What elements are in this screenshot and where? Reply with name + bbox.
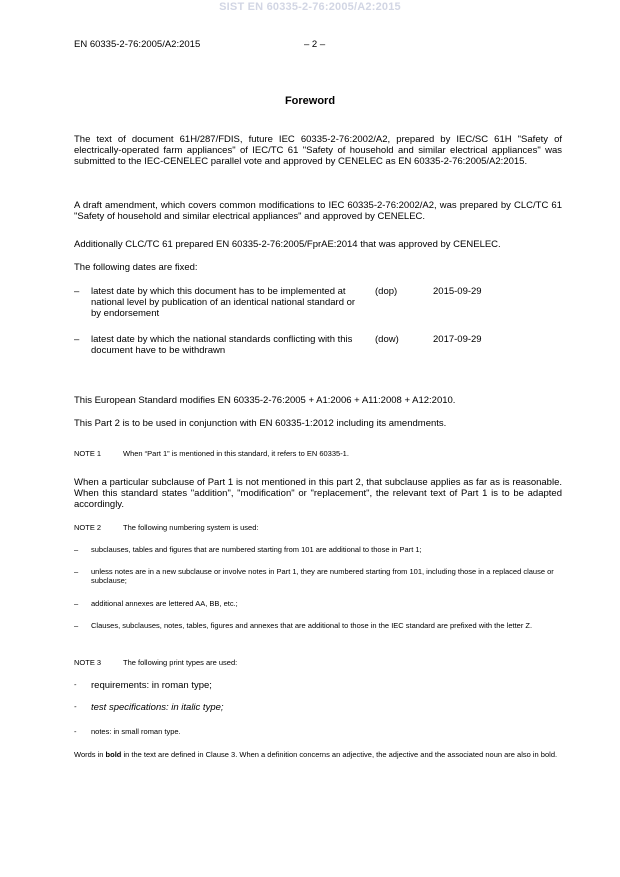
paragraph-subclause: When a particular subclause of Part 1 is not mentioned in this part 2, that subclause applies as far as is reasonable. When this standard states "addition", "modification" or "replacement", the relevant text of Part 1 is to be adapted accordingly. — [74, 477, 562, 510]
note-text: The following numbering system is used: — [123, 523, 259, 532]
note-text: The following print types are used: — [123, 658, 238, 667]
note-text: When “Part 1” is mentioned in this standard, it refers to EN 60335-1. — [123, 449, 349, 458]
page-title: Foreword — [284, 95, 336, 107]
dash-mark: - — [74, 702, 77, 711]
note-1 — [74, 449, 562, 458]
list-item-text: notes: in small roman type. — [91, 727, 181, 736]
dash-mark: – — [74, 621, 79, 630]
dash-mark: – — [74, 286, 80, 297]
paragraph-modifies: This European Standard modifies EN 60335-2-76:2005 + A1:2006 + A11:2008 + A12:2010. — [74, 395, 456, 406]
watermark: SIST EN 60335-2-76:2005/A2:2015 — [219, 1, 401, 13]
header-page-number: – 2 – — [304, 39, 326, 50]
dash-mark: – — [74, 334, 80, 345]
paragraph-intro: The text of document 61H/287/FDIS, future IEC 60335-2-76:2002/A2, prepared by IEC/SC 61H "Safety of electrically-operated farm appliances" of IEC/TC 61 "Safety of household and similar electrical appliances" was submitted to the IEC-CENELEC parallel vote and approved by CENELEC as EN 60335-2-76:2005/A2:2015. — [74, 134, 562, 167]
note-label: NOTE 2 — [74, 523, 102, 532]
dash-mark: - — [74, 680, 77, 689]
list-item-text: additional annexes are lettered AA, BB, etc.; — [91, 599, 238, 608]
date-description: latest date by which the national standards conflicting with this document have to be withdrawn — [91, 334, 353, 356]
dash-mark: – — [74, 599, 79, 608]
list-item-text: test specifications: in italic type; — [91, 702, 224, 713]
note-label: NOTE 3 — [74, 658, 102, 667]
paragraph-dates-intro: The following dates are fixed: — [74, 262, 198, 273]
paragraph-additionally: Additionally CLC/TC 61 prepared EN 60335-2-76:2005/FprAE:2014 that was approved by CENELEC. — [74, 239, 501, 250]
paragraph-conjunction: This Part 2 is to be used in conjunction with EN 60335-1:2012 including its amendments. — [74, 418, 447, 429]
note-label: NOTE 1 — [74, 449, 102, 458]
date-value: 2017-09-29 — [433, 334, 482, 345]
text-after: in the text are defined in Clause 3. When a definition concerns an adjective, the adjective and the associated noun are also in bold. — [121, 750, 558, 759]
date-code: (dop) — [375, 286, 398, 297]
date-code: (dow) — [375, 334, 399, 345]
note-3 — [74, 658, 562, 667]
bold-word: bold — [105, 750, 122, 759]
dash-mark: – — [74, 545, 79, 554]
text-before: Words in — [74, 750, 106, 759]
dash-mark: – — [74, 567, 79, 576]
list-item-text: requirements: in roman type; — [91, 680, 212, 691]
paragraph-draft-amendment: A draft amendment, which covers common modifications to IEC 60335-2-76:2002/A2, was prepared by CLC/TC 61 "Safety of household and similar electrical appliances" and approved by CENELEC. — [74, 200, 562, 222]
header-doc-ref: EN 60335-2-76:2005/A2:2015 — [74, 39, 201, 50]
note-2 — [74, 523, 562, 532]
list-item-text: unless notes are in a new subclause or involve notes in Part 1, they are numbered starting from 101, including those in a replaced clause or subclause; — [91, 567, 554, 585]
dash-mark: - — [74, 727, 77, 736]
list-item-text: subclauses, tables and figures that are numbered starting from 101 are additional to those in Part 1; — [91, 545, 422, 554]
date-description: latest date by which this document has to be implemented at national level by publication of an identical national standard or by endorsement — [91, 286, 356, 319]
list-item-text: Clauses, subclauses, notes, tables, figures and annexes that are additional to those in the IEC standard are prefixed with the letter Z. — [91, 621, 533, 630]
paragraph-bold-definitions — [74, 750, 562, 759]
date-value: 2015-09-29 — [433, 286, 482, 297]
